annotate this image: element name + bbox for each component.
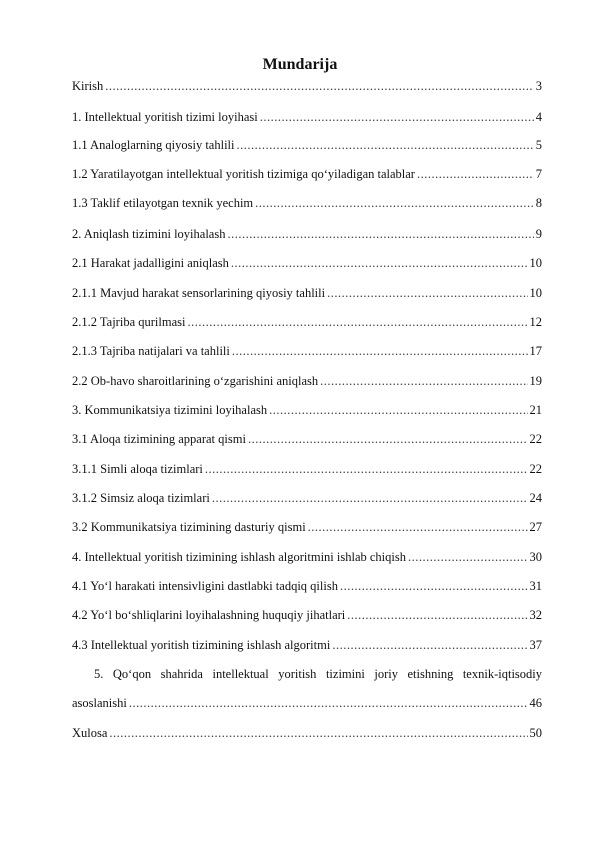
toc-entry[interactable] [72, 166, 542, 182]
toc-entry[interactable] [72, 314, 542, 330]
toc-dot-leader [232, 343, 528, 359]
toc-entry-page: 7 [535, 167, 542, 181]
toc-entry-label: 3. Kommunikatsiya tizimini loyihalash [72, 403, 268, 417]
toc-entry[interactable] [72, 637, 542, 653]
toc-dot-leader [408, 549, 528, 565]
toc-entry-label: 4.1 Yo‘l harakati intensivligini dastlabki tadqiq qilish [72, 579, 338, 593]
toc-entry[interactable] [72, 725, 542, 741]
toc-entry[interactable] [72, 285, 542, 301]
toc-entry[interactable] [72, 431, 542, 447]
toc-entry[interactable] [72, 519, 542, 535]
toc-entry-label: 1. Intellektual yoritish tizimi loyihasi [72, 110, 258, 124]
toc-dot-leader [340, 578, 528, 594]
toc-entry[interactable] [72, 402, 542, 418]
toc-dot-leader [212, 490, 528, 506]
toc-dot-leader [187, 314, 527, 330]
toc-entry[interactable] [72, 137, 542, 153]
toc-entry[interactable] [72, 695, 542, 711]
toc-entry-label: Xulosa [72, 726, 108, 740]
toc-dot-leader [231, 255, 528, 271]
toc-entry-page: 46 [529, 696, 542, 710]
toc-dot-leader [308, 519, 528, 535]
toc-entry-label: 4. Intellektual yoritish tizimining ishlash algoritmini ishlab chiqish [72, 550, 406, 564]
toc-entry-page: 17 [529, 344, 542, 358]
toc-entry-page: 50 [529, 726, 542, 740]
toc-entry-label: 2.2 Ob-havo sharoitlarining o‘zgarishini aniqlash [72, 374, 319, 388]
toc-entry-page: 3 [535, 79, 542, 93]
toc-entry-page: 27 [529, 520, 542, 534]
toc-entry-label: 4.2 Yo‘l bo‘shliqlarini loyihalashning huquqiy jihatlari [72, 608, 346, 622]
toc-entry[interactable] [72, 109, 542, 125]
toc-dot-leader [260, 109, 534, 125]
toc-entry[interactable] [72, 255, 542, 271]
toc-entry-label: 2.1.1 Mavjud harakat sensorlarining qiyosiy tahlili [72, 286, 326, 300]
toc-dot-leader [248, 431, 528, 447]
toc-dot-leader [205, 461, 528, 477]
toc-entry-page: 32 [529, 608, 542, 622]
toc-dot-leader [327, 285, 527, 301]
toc-entry[interactable] [72, 226, 542, 242]
toc-entry-page: 10 [529, 256, 542, 270]
toc-entry-page: 10 [529, 286, 542, 300]
toc-entry-page: 21 [529, 403, 542, 417]
toc-entry-page: 30 [529, 550, 542, 564]
toc-entry-page: 4 [535, 110, 542, 124]
toc-dot-leader [332, 637, 527, 653]
toc-entry[interactable] [72, 373, 542, 389]
toc-entry-label: 1.1 Analoglarning qiyosiy tahlili [72, 138, 235, 152]
toc-dot-leader [227, 226, 533, 242]
toc-entry-label: 2. Aniqlash tizimini loyihalash [72, 227, 226, 241]
toc-entry-label: 1.3 Taklif etilayotgan texnik yechim [72, 196, 254, 210]
toc-entry-label: 3.1.1 Simli aloqa tizimlari [72, 462, 203, 476]
toc-dot-leader [129, 695, 528, 711]
toc-dot-leader [105, 78, 534, 94]
toc-entry-page: 22 [529, 432, 542, 446]
toc-entry-page: 22 [529, 462, 542, 476]
toc-dot-leader [320, 373, 527, 389]
toc-entry-page: 31 [529, 579, 542, 593]
toc-entry-label: asoslanishi [72, 696, 127, 710]
toc-entry-label: 2.1 Harakat jadalligini aniqlash [72, 256, 229, 270]
toc-dot-leader [347, 607, 527, 623]
toc-entry-page: 19 [529, 374, 542, 388]
toc-entry[interactable] [72, 549, 542, 565]
toc-entry-page: 5 [535, 138, 542, 152]
toc-dot-leader [109, 725, 527, 741]
toc-entry[interactable] [72, 490, 542, 506]
toc-dot-leader [417, 166, 534, 182]
toc-entry[interactable] [72, 607, 542, 623]
toc-entry-label: 3.1 Aloqa tizimining apparat qismi [72, 432, 246, 446]
toc-entry-page: 37 [529, 638, 542, 652]
page-title: Mundarija [262, 56, 338, 73]
toc-entry-label: 3.2 Kommunikatsiya tizimining dasturiy qismi [72, 520, 306, 534]
toc-entry-label: 2.1.3 Tajriba natijalari va tahlili [72, 344, 230, 358]
toc-entry-page: 9 [535, 227, 542, 241]
toc-entry-page: 24 [529, 491, 542, 505]
toc-entry[interactable] [72, 78, 542, 94]
toc-dot-leader [255, 195, 534, 211]
toc-entry-label: Kirish [72, 79, 104, 93]
toc-entry-label: 3.1.2 Simsiz aloqa tizimlari [72, 491, 210, 505]
toc-entry-label: 1.2 Yaratilayotgan intellektual yoritish tizimiga qo‘yiladigan talablar [72, 167, 415, 181]
toc-entry[interactable] [72, 461, 542, 477]
toc-entry[interactable] [72, 343, 542, 359]
toc-dot-leader [269, 402, 527, 418]
toc-entry-page: 12 [529, 315, 542, 329]
toc-entry-wrapped-line[interactable]: 5. Qo‘qon shahrida intellektual yoritish tizimini joriy etishning texnik-iqtisodiy [94, 667, 542, 681]
toc-entry[interactable] [72, 578, 542, 594]
toc-entry-label: 2.1.2 Tajriba qurilmasi [72, 315, 186, 329]
table-of-contents [72, 0, 542, 848]
toc-dot-leader [237, 137, 534, 153]
toc-entry-page: 8 [535, 196, 542, 210]
toc-entry-label: 4.3 Intellektual yoritish tizimining ishlash algoritmi [72, 638, 331, 652]
toc-entry[interactable] [72, 195, 542, 211]
